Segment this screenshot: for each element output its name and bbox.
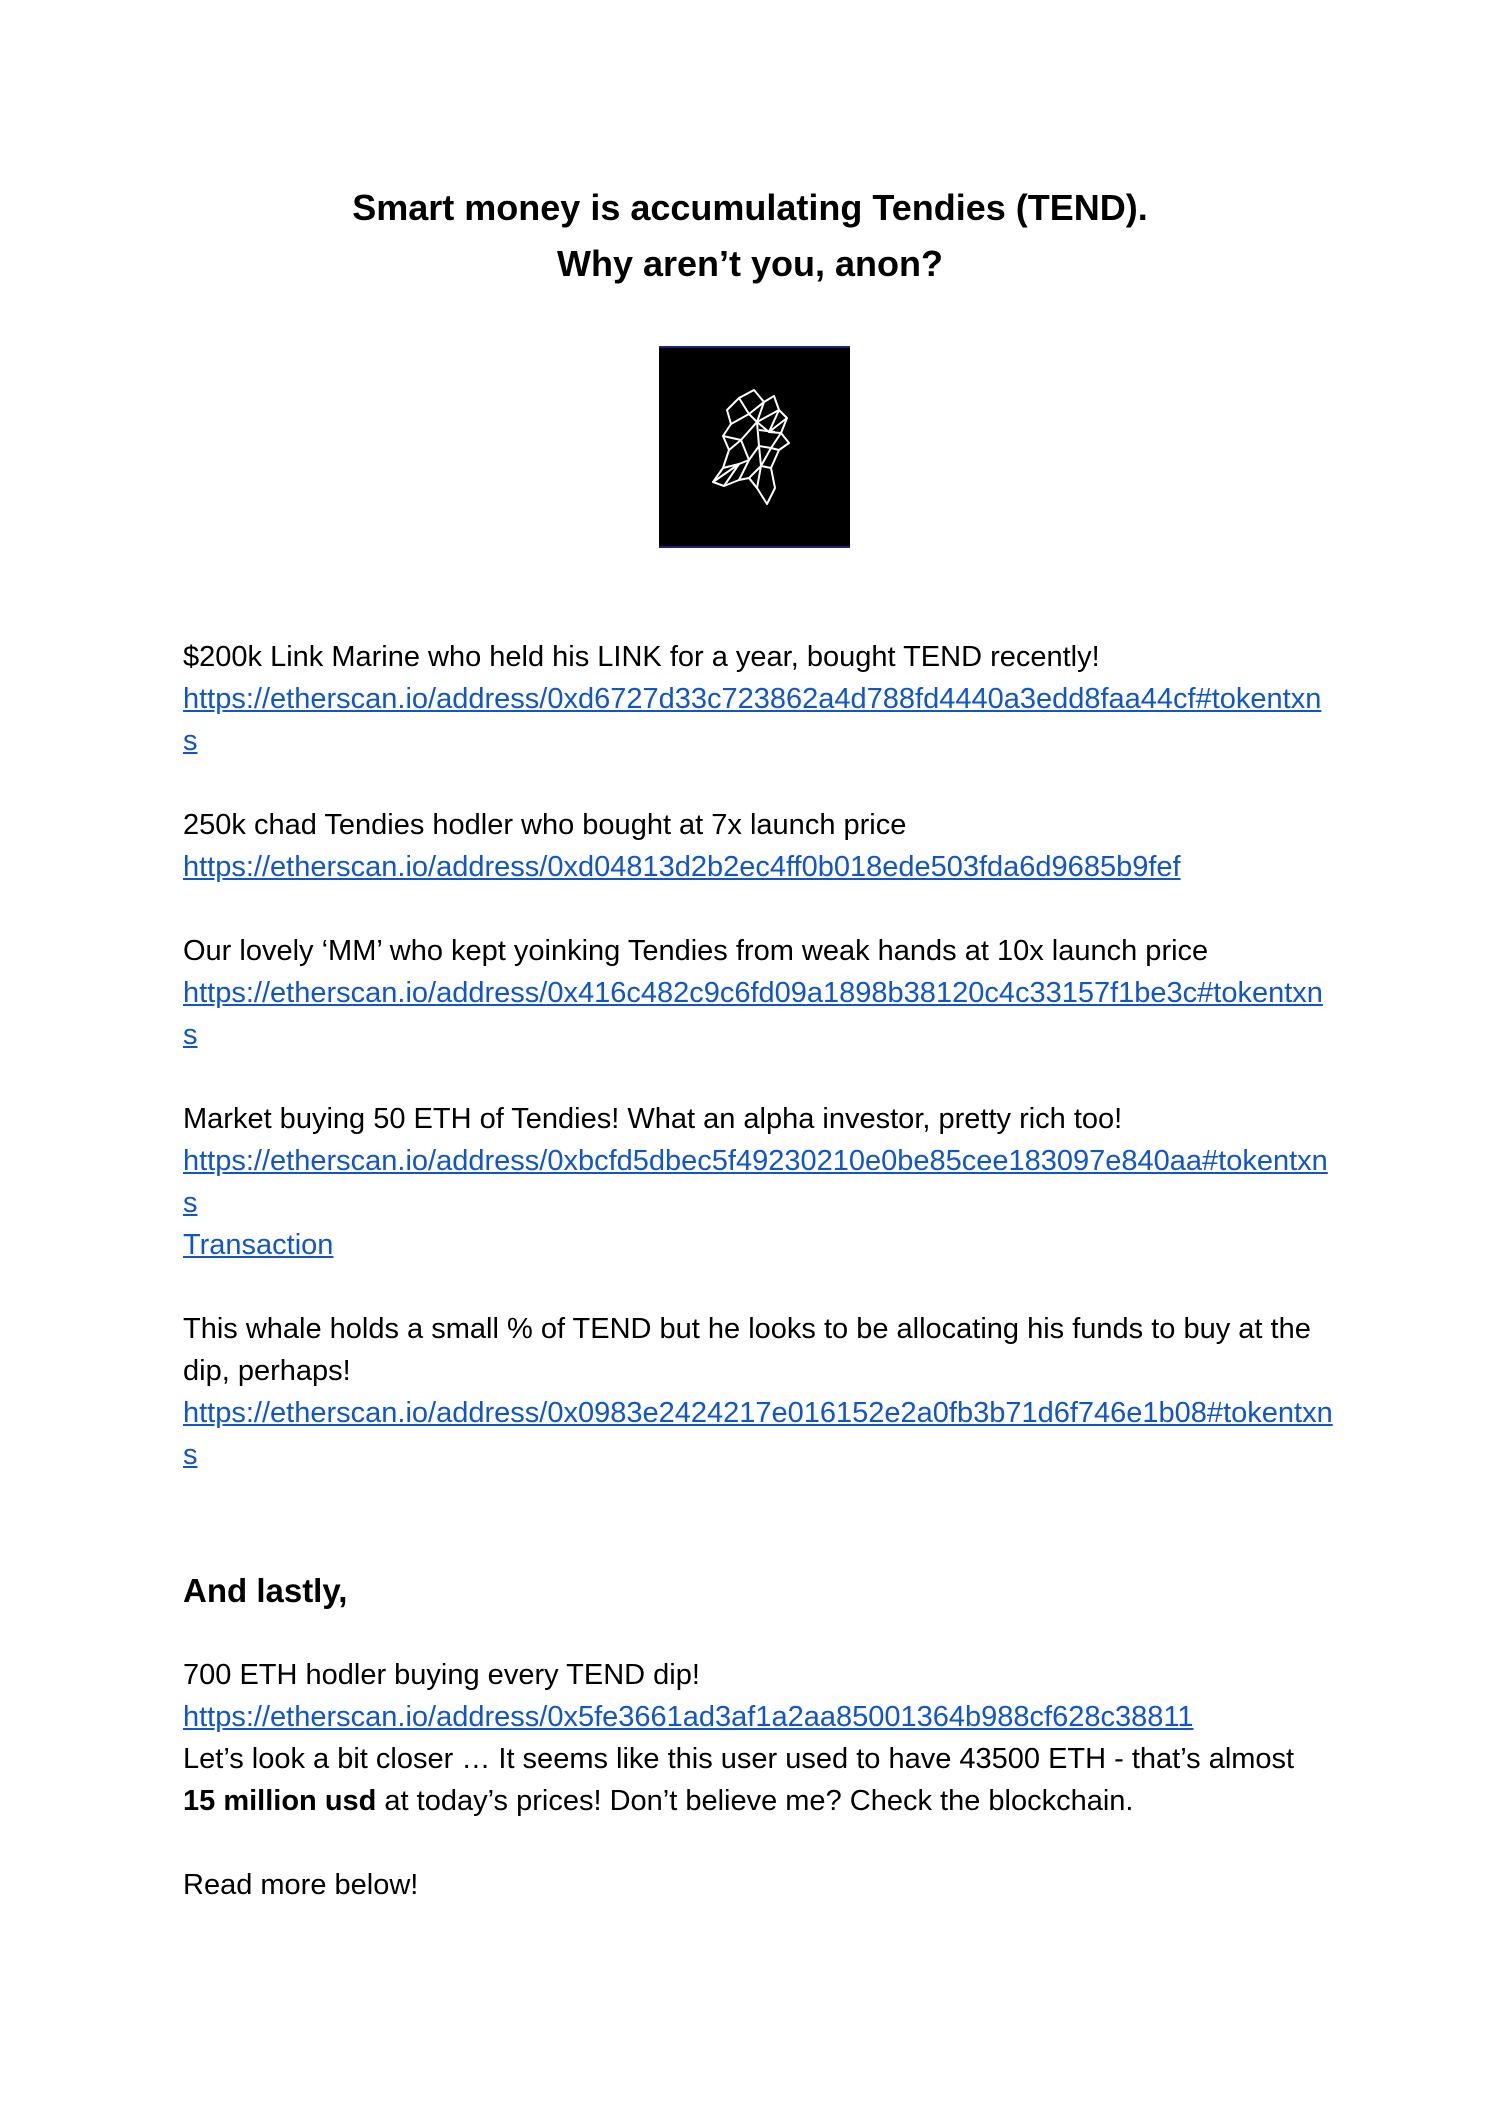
etherscan-link[interactable]: https://etherscan.io/address/0x416c482c9c6fd09a1898b38120c4c33157f1be3c#tokentxns (183, 977, 1323, 1051)
closer-text: Let’s look a bit closer … It seems like this user used to have 43500 ETH - that’s almost (183, 1743, 1295, 1775)
entry-link-marine (183, 636, 1333, 762)
etherscan-link[interactable]: https://etherscan.io/address/0xd6727d33c723862a4d788fd4440a3edd8faa44cf#tokentxns (183, 683, 1322, 757)
etherscan-link[interactable]: https://etherscan.io/address/0xbcfd5dbec5f49230210e0be85cee183097e840aa#tokentxns (183, 1145, 1328, 1219)
entry-text: 700 ETH hodler buying every TEND dip! (183, 1659, 700, 1691)
title-line-2: Why aren’t you, anon? (556, 243, 943, 284)
closer-text-end: at today’s prices! Don’t believe me? Check the blockchain. (376, 1785, 1134, 1817)
rooster-icon (709, 388, 799, 508)
title-line-1: Smart money is accumulating Tendies (TEND). (352, 187, 1148, 228)
etherscan-link[interactable]: https://etherscan.io/address/0x5fe3661ad3af1a2aa85001364b988cf628c38811 (183, 1701, 1194, 1733)
transaction-link[interactable]: Transaction (183, 1229, 334, 1261)
etherscan-link[interactable]: https://etherscan.io/address/0xd04813d2b2ec4ff0b018ede503fda6d9685b9fef (183, 851, 1181, 883)
entry-chad-hodler (183, 804, 1333, 888)
entry-text: Market buying 50 ETH of Tendies! What an alpha investor, pretty rich too! (183, 1103, 1123, 1135)
lastly-heading: And lastly, (183, 1572, 348, 1609)
tendies-logo (659, 346, 850, 548)
entry-text: This whale holds a small % of TEND but he looks to be allocating his funds to buy at the dip, perhaps! (183, 1313, 1311, 1387)
etherscan-link[interactable]: https://etherscan.io/address/0x0983e2424217e016152e2a0fb3b71d6f746e1b08#tokentxns (183, 1397, 1333, 1471)
read-more-text: Read more below! (183, 1869, 419, 1901)
entry-text: 250k chad Tendies hodler who bought at 7x launch price (183, 809, 907, 841)
entry-text: Our lovely ‘MM’ who kept yoinking Tendies from weak hands at 10x launch price (183, 935, 1209, 967)
entry-text: $200k Link Marine who held his LINK for a year, bought TEND recently! (183, 641, 1100, 673)
document-title (0, 180, 1500, 292)
entry-mm (183, 930, 1333, 1056)
entry-market-buyer (183, 1098, 1333, 1266)
closer-bold-amount: 15 million usd (183, 1785, 377, 1817)
document-body (183, 636, 1333, 1948)
entry-700-eth-hodler (183, 1654, 1333, 1822)
entry-whale (183, 1308, 1333, 1476)
